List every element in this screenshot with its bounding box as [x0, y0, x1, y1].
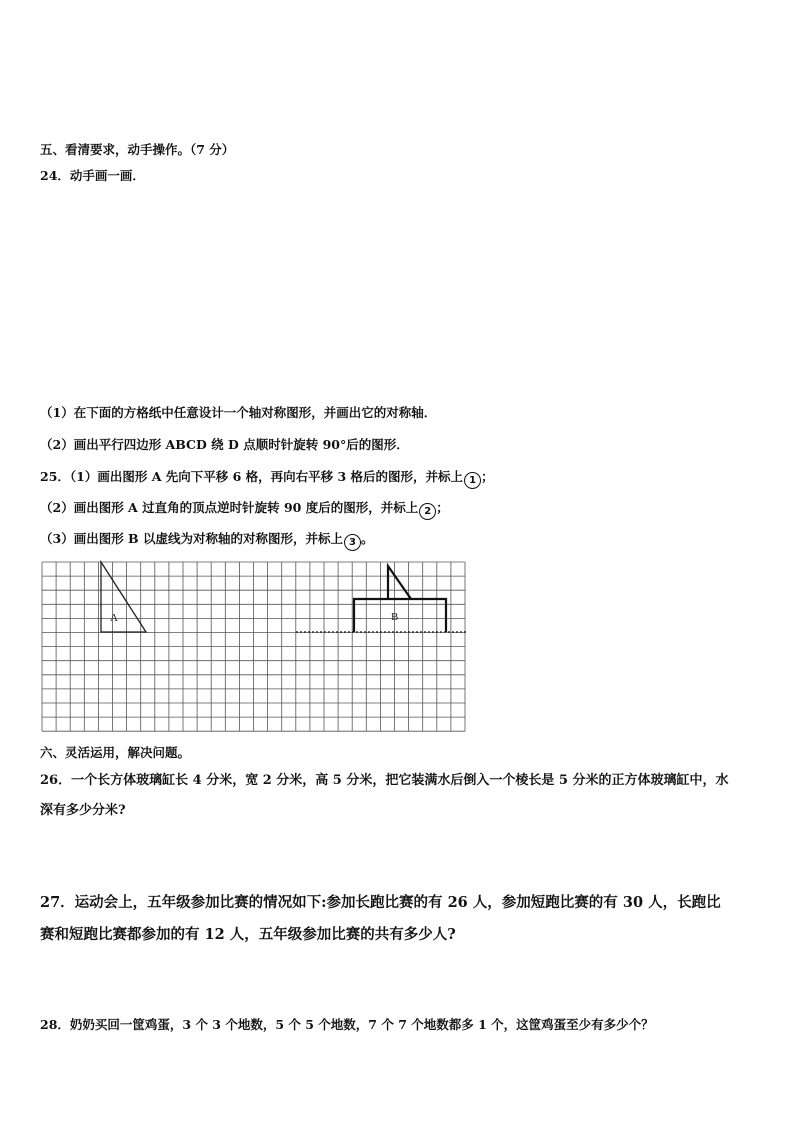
section-six-heading: 六、灵活运用，解决问题。: [40, 745, 191, 760]
question-27-line-2: 赛和短跑比赛都参加的有 12 人，五年级参加比赛的共有多少人?: [40, 926, 456, 943]
question-28: 28．奶奶买回一筐鸡蛋，3 个 3 个地数，5 个 5 个地数，7 个 7 个地数都多 1 个，这筐鸡蛋至少有多少个？: [40, 1017, 654, 1032]
question-25-part-2-end: ；: [436, 500, 449, 515]
grid-figure: [38, 558, 468, 738]
question-24: 24．动手画一画．: [40, 168, 145, 183]
question-25-part-3-text: （3）画出图形 B 以虚线为对称轴的对称图形，并标上: [40, 531, 343, 546]
question-24-part-2: （2）画出平行四边形 ABCD 绕 D 点顺时针旋转 90°后的图形．: [40, 437, 409, 452]
question-25-part-2-text: （2）画出图形 A 过直角的顶点逆时针旋转 90 度后的图形，并标上: [40, 500, 419, 515]
shape-b-label: B: [391, 611, 399, 623]
circled-number-3: 3: [344, 534, 361, 551]
question-25-part-3-end: 。: [360, 531, 374, 546]
circled-number-2: 2: [419, 503, 436, 520]
question-26-line-2: 深有多少分米?: [40, 803, 126, 818]
question-24-part-1: （1）在下面的方格纸中任意设计一个轴对称图形，并画出它的对称轴．: [40, 405, 437, 420]
grid-lines: [42, 562, 465, 731]
question-25-part-1-end: ；: [481, 469, 494, 484]
shape-a-triangle: [101, 562, 146, 632]
circled-number-1: 1: [464, 472, 481, 489]
question-25-part-1-text: 25．（1）画出图形 A 先向下平移 6 格，再向右平移 3 格后的图形，并标上: [40, 469, 464, 484]
question-26-line-1: 26．一个长方体玻璃缸长 4 分米，宽 2 分米，高 5 分米，把它装满水后倒入一个棱长是 5 分米的正方体玻璃缸中，水: [40, 773, 729, 788]
question-25-part-1: [40, 469, 494, 489]
shape-a-label: A: [110, 612, 118, 624]
question-25-part-2: [40, 500, 449, 520]
question-27-line-1: 27．运动会上，五年级参加比赛的情况如下:参加长跑比赛的有 26 人，参加短跑比赛的有 30 人，长跑比: [40, 894, 721, 911]
question-25-part-3: [40, 531, 373, 551]
shape-b-triangle: [388, 566, 411, 599]
section-five-heading: 五、看清要求，动手操作。（7 分）: [40, 142, 235, 157]
